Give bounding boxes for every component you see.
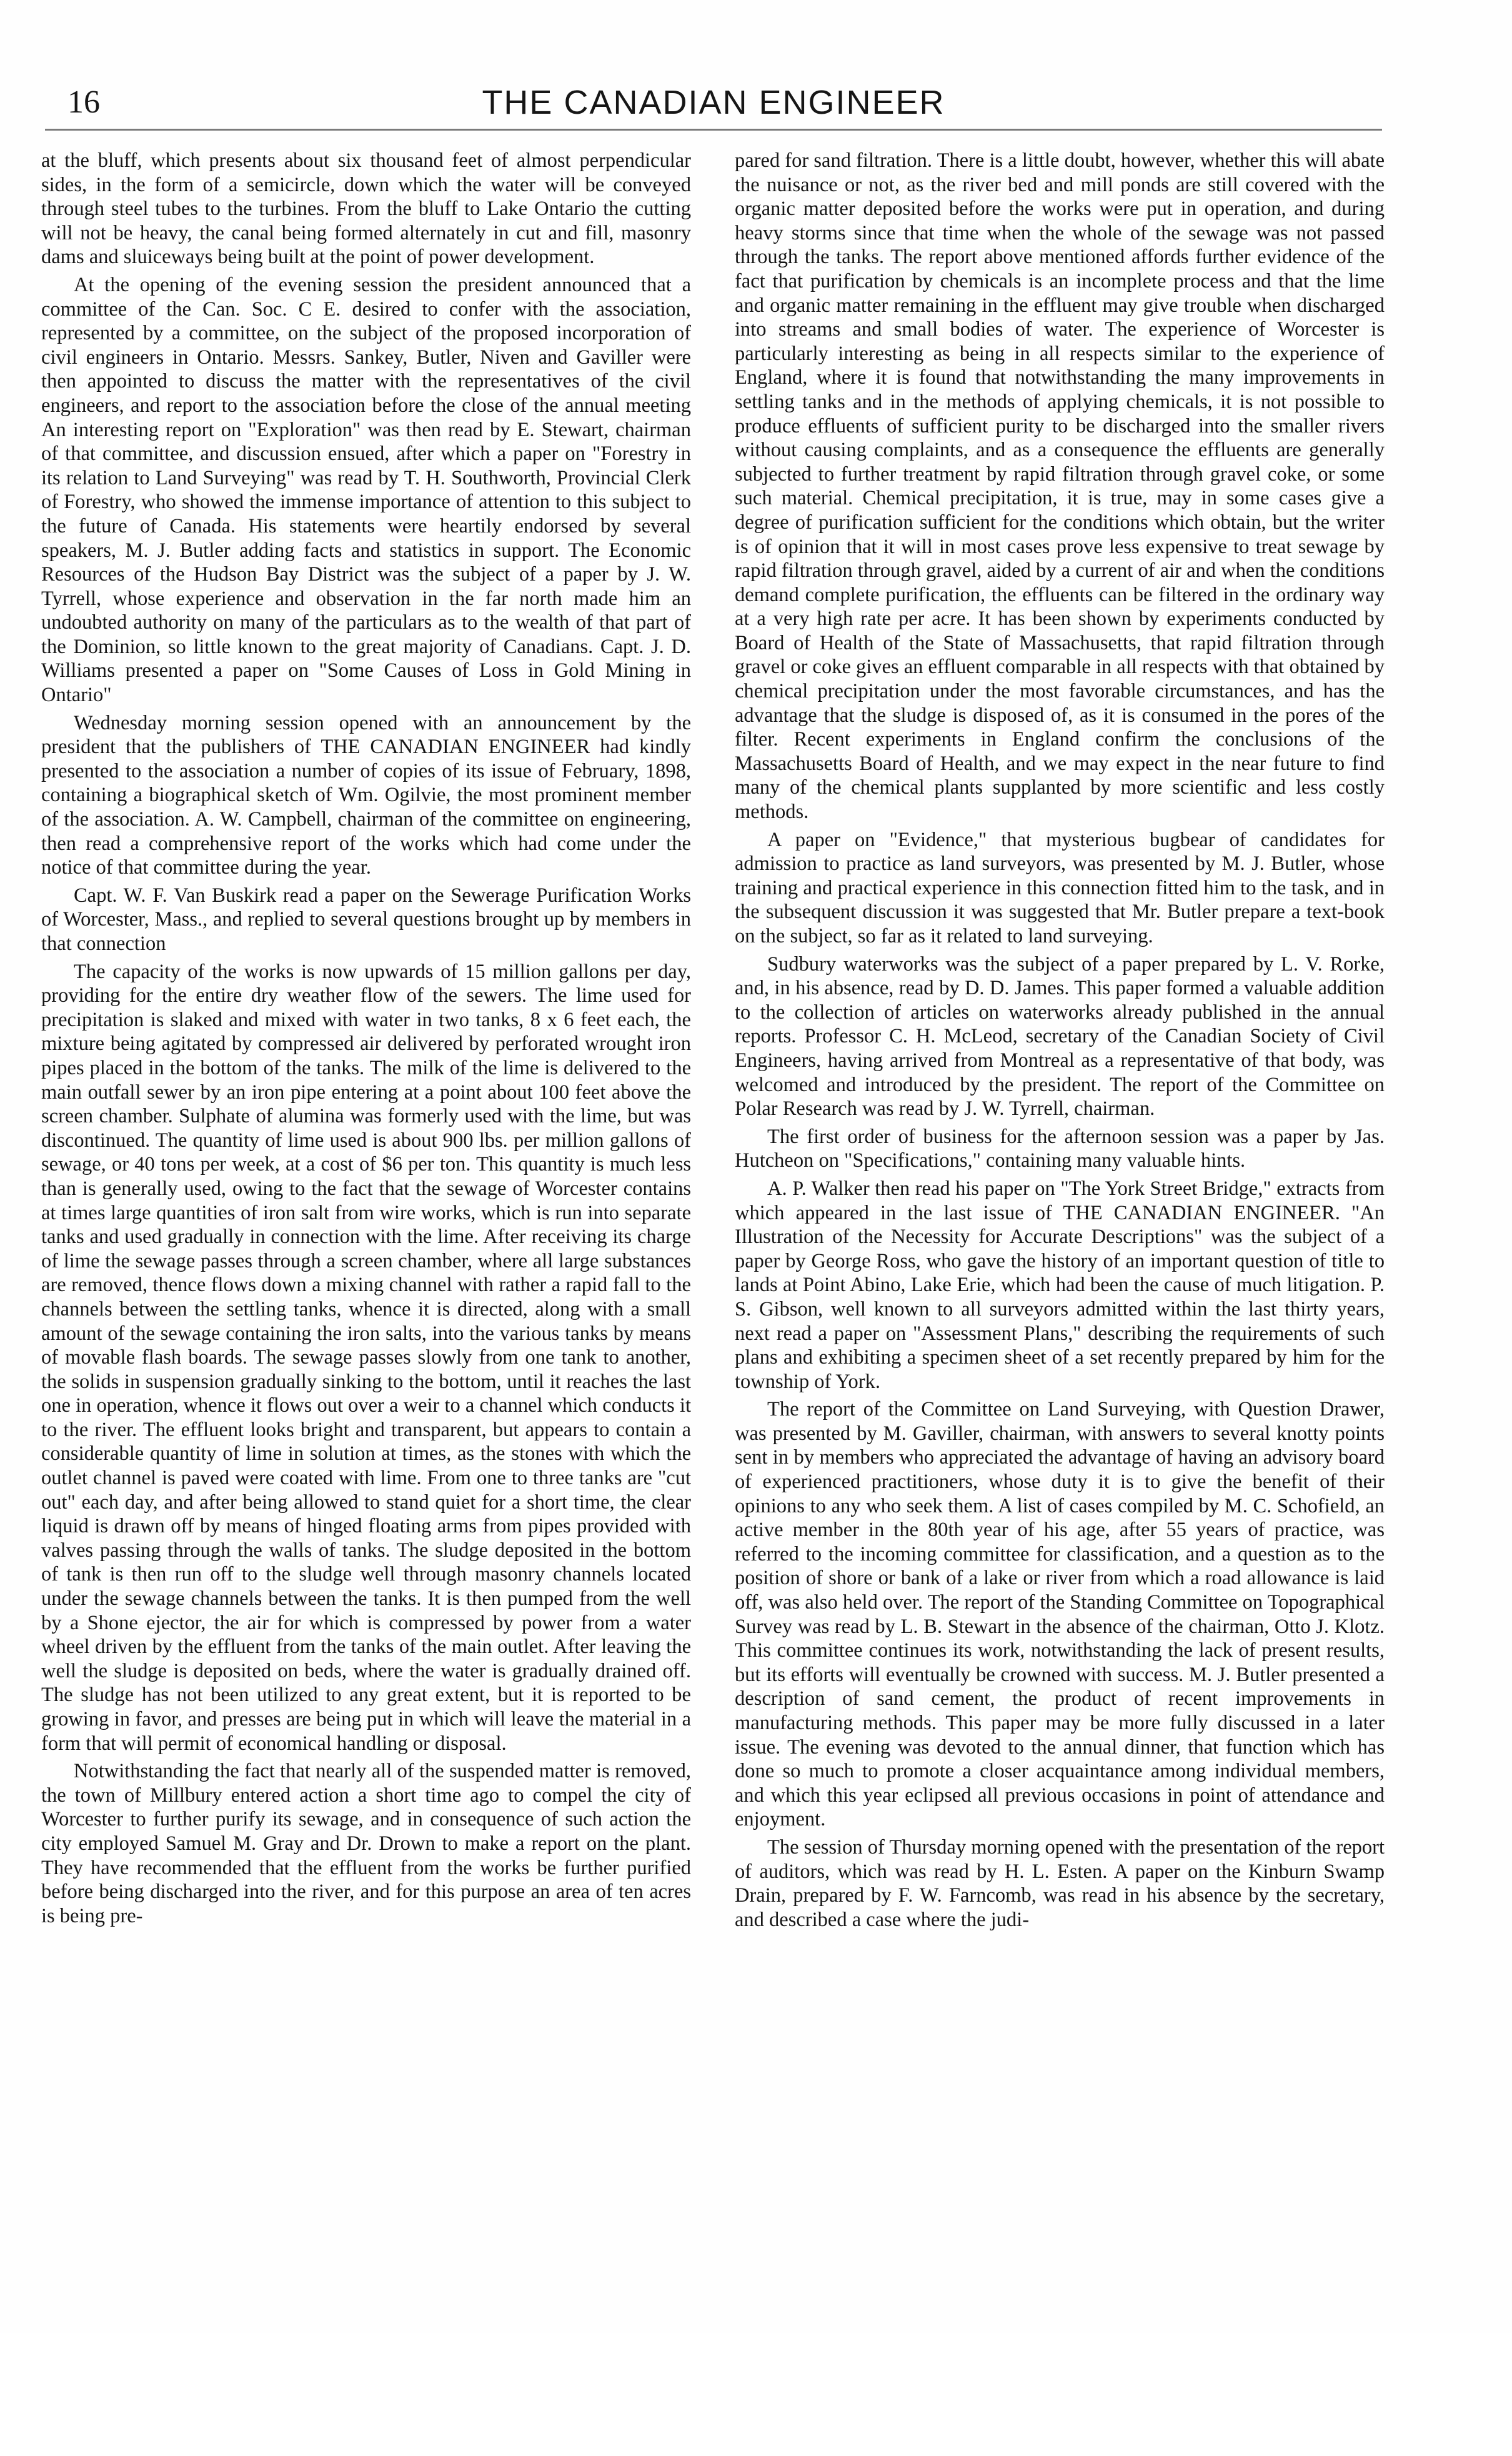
paragraph: The capacity of the works is now upwards of 15 million gallons per day, providing for the entire dry weather flow of the sewers. The lime used for precipitation is slaked and mixed with water in two tanks, 8 x 6 feet each, the mixture being agitated by compressed air delivered by perforated wrought iron pipes placed in the bottom of the tanks. The milk of the lime is delivered to the main outfall sewer by an iron pipe entering at a point about 100 feet above the screen chamber. Sulphate of alumina was formerly used with the lime, but was discontinued. The quantity of lime used is about 900 lbs. per million gallons of sewage, or 40 tons per week, at a cost of $6 per ton. This quantity is much less than is generally used, owing to the fact that the sewage of Worcester contains at times large quantities of iron salt from wire works, which is run into separate tanks and used gradually in connection with the lime. After receiving its charge of lime the sewage passes through a screen chamber, where all large substances are removed, thence flows down a mixing channel with rather a rapid fall to the channels between the settling tanks, whence it is directed, along with a small amount of the sewage containing the iron salts, into the various tanks by means of movable flash boards. The sewage passes slowly from one tank to another, the solids in suspension gradually sinking to the bottom, until it reaches the last one in operation, whence it flows out over a weir to a channel which conducts it to the river. The effluent looks bright and transparent, but appears to contain a considerable quantity of lime in solution at times, as the stones with which the outlet channel is paved were coated with lime. From one to three tanks are "cut out" each day, and after being allowed to stand quiet for a short time, the clear liquid is drawn off by means of hinged floating arms from pipes provided with valves passing through the walls of tanks. The sludge deposited in the bottom of tank is then run off to the sludge well through masonry channels located under the sewage channels between the tanks. It is then pumped from the well by a Shone ejector, the air for which is compressed by power from a water wheel driven by the effluent from the tanks of the main outlet. After leaving the well the sludge is deposited on beds, where the water is gradually drained off. The sludge has not been utilized to any great extent, but it is reported to be growing in favor, and presses are being put in which will leave the material in a form that will permit of economical handling or disposal. [41,960,691,1755]
paragraph: Sudbury waterworks was the subject of a paper prepared by L. V. Rorke, and, in his absence, read by D. D. James. This paper formed a valuable addition to the collection of articles on waterworks already published in the annual reports. Professor C. H. McLeod, secretary of the Canadian Society of Civil Engineers, having arrived from Montreal as a representative of that body, was welcomed and introduced by the president. The report of the Committee on Polar Research was read by J. W. Tyrrell, chairman. [735,952,1385,1121]
paragraph: Notwithstanding the fact that nearly all of the suspended matter is removed, the town of Millbury entered action a short time ago to compel the city of Worcester to further purify its sewage, and in consequence of such action the city employed Samuel M. Gray and Dr. Drown to make a report on the plant. They have recommended that the effluent from the works be further purified before being discharged into the river, and for this purpose an area of ten acres is being pre- [41,1760,691,1927]
paragraph: Capt. W. F. Van Buskirk read a paper on the Sewerage Purification Works of Worcester, Mass., and replied to several questions brought up by members in that connection [41,884,691,955]
paragraph: A paper on "Evidence," that mysterious bugbear of candidates for admission to practice as land surveyors, was presented by M. J. Butler, whose training and practical experience in this connection fitted him to the task, and in the subsequent discussion it was suggested that Mr. Butler prepare a text-book on the subject, so far as it related to land surveying. [735,828,1385,947]
paragraph: A. P. Walker then read his paper on "The York Street Bridge," extracts from which appeared in the last issue of THE CANADIAN ENGINEER. "An Illustration of the Necessity for Accurate Descriptions" was the subject of a paper by George Ross, who gave the history of an important question of title to lands at Point Abino, Lake Erie, which had been the cause of much litigation. P. S. Gibson, well known to all surveyors admitted within the last thirty years, next read a paper on "Assessment Plans," describing the requirements of such plans and exhibiting a specimen sheet of a set recently prepared by him for the township of York. [735,1177,1385,1393]
paragraph: The session of Thursday morning opened with the presentation of the report of auditors, which was read by H. L. Esten. A paper on the Kinburn Swamp Drain, prepared by F. W. Farncomb, was read in his absence by the secretary, and described a case where the judi- [735,1835,1385,1931]
journal-title: THE CANADIAN ENGINEER [482,84,945,121]
page-header [45,80,1382,125]
paragraph: pared for sand filtration. There is a little doubt, however, whether this will abate the nuisance or not, as the river bed and mill ponds are still covered with the organic matter deposited before the works were put in operation, and during heavy storms since that time when the whole of the sewage was not passed through the tanks. The report above mentioned affords further evidence of the fact that purification by chemicals is an incomplete process and that the lime and organic matter remaining in the effluent may give trouble when discharged into streams and small bodies of water. The experience of Worcester is particularly interesting as being in all respects similar to the experience of England, where it is found that notwithstanding the many improvements in settling tanks and in the methods of applying chemicals, it is not possible to produce effluents of sufficient purity to be discharged into the smaller rivers without causing complaints, and as a consequence the effluents are generally subjected to further treatment by rapid filtration through gravel coke, or some such material. Chemical precipitation, it is true, may in some cases give a degree of purification sufficient for the conditions which obtain, but the writer is of opinion that it will in most cases prove less expensive to treat sewage by rapid filtration through gravel, aided by a current of air and when the conditions demand complete purification, the effluents can be filtered in the ordinary way at a very high rate per acre. It has been shown by experiments conducted by Board of Health of the State of Massachusetts, that rapid filtration through gravel or coke gives an effluent comparable in all respects with that obtained by chemical precipitation under the most favorable circumstances, and has the advantage that the sludge is disposed of, as it is consumed in the pores of the filter. Recent experiments in England confirm the conclusions of the Massachusetts Board of Health, and we may expect in the near future to find many of the chemical plants supplanted by more scientific and less costly methods. [735,149,1385,824]
right-column [735,149,1385,2292]
paragraph: At the opening of the evening session the president announced that a committee of the Can. Soc. C E. desired to confer with the association, represented by a committee, on the subject of the proposed incorporation of civil engineers in Ontario. Messrs. Sankey, Butler, Niven and Gaviller were then appointed to discuss the matter with the representatives of the civil engineers, and report to the association before the close of the annual meeting An interesting report on "Exploration" was then read by E. Stewart, chairman of that committee, and discussion ensued, after which a paper on "Forestry in its relation to Land Surveying" was read by T. H. Southworth, Provincial Clerk of Forestry, who showed the immense importance of attention to this subject to the future of Canada. His statements were heartily endorsed by several speakers, M. J. Butler adding facts and statistics in support. The Economic Resources of the Hudson Bay District was the subject of a paper by J. W. Tyrrell, whose experience and observation in the far north made him an undoubted authority on many of the particulars as to the wealth of that part of the Dominion, so little known to the great majority of Canadians. Capt. J. D. Williams presented a paper on "Some Causes of Loss in Gold Mining in Ontario" [41,273,691,707]
paragraph: The report of the Committee on Land Surveying, with Question Drawer, was presented by M. Gaviller, chairman, with answers to several knotty points sent in by members who appreciated the advantage of having an advisory board of experienced practitioners, whose duty it is to give the benefit of their opinions to any who seek them. A list of cases compiled by M. C. Schofield, an active member in the 80th year of his age, after 55 years of practice, was referred to the incoming committee for classification, and a question as to the position of shore or bank of a lake or river from which a road allowance is laid off, was also held over. The report of the Standing Committee on Topographical Survey was read by L. B. Stewart in the absence of the chairman, Otto J. Klotz. This committee continues its work, notwithstanding the lack of present results, but its efforts will eventually be crowned with success. M. J. Butler presented a description of sand cement, the product of recent improvements in manufacturing methods. This paper may be more fully discussed in a later issue. The evening was devoted to the annual dinner, that function which has done so much to promote a closer acquaintance among individual members, and which this year eclipsed all previous occasions in point of attendance and enjoyment. [735,1398,1385,1831]
paragraph: The first order of business for the afternoon session was a paper by Jas. Hutcheon on "Specifications," containing many valuable hints. [735,1125,1385,1172]
paragraph: at the bluff, which presents about six thousand feet of almost perpendicular sides, in the form of a semicircle, down which the water will be conveyed through steel tubes to the turbines. From the bluff to Lake Ontario the cutting will not be heavy, the canal being formed alternately in cut and fill, masonry dams and sluiceways being built at the point of power development. [41,149,691,269]
scan-edge-artifact [1456,156,1512,2306]
page-number: 16 [67,84,100,120]
left-column [41,149,691,2292]
header-rule [45,129,1382,131]
paragraph: Wednesday morning session opened with an announcement by the president that the publishers of THE CANADIAN ENGINEER had kindly presented to the association a number of copies of its issue of February, 1898, containing a biographical sketch of Wm. Ogilvie, the most prominent member of the association. A. W. Campbell, chairman of the committee on engineering, then read a comprehensive report of the works which had come under the notice of that committee during the year. [41,711,691,879]
